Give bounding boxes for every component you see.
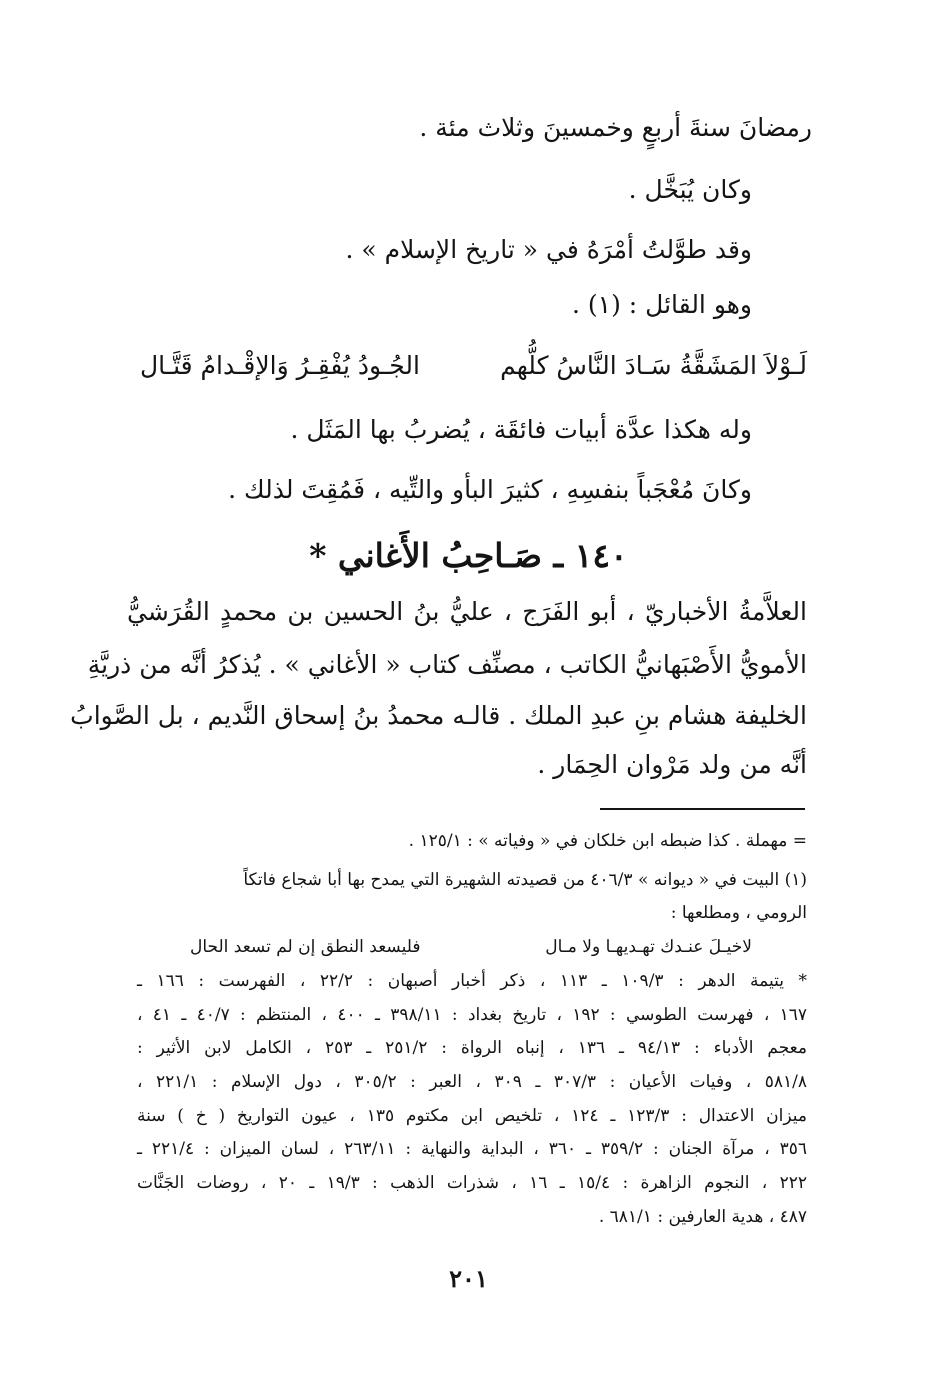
sources-line-8: ٤٨٧ ، هدية العارفين : ٦٨١/١ . [598,1207,807,1227]
entry-heading: ١٤٠ ـ صَـاحِبُ الأَغاني * [309,536,628,575]
verse-first-half: لَـوْلاَ المَشَقَّةُ سَـادَ النَّاسُ كلُّهم [500,351,807,380]
sources-line-2: ١٦٧ ، فهرست الطوسي : ١٩٢ ، تاريخ بغداد : ٣٩٨/١١ ـ ٤٠٠ ، المنتظم : ٤٠/٧ ـ ٤١ ، [137,1005,807,1025]
bio-line-4: أنَّه من ولد مَرْوان الحِمَار . [537,750,807,779]
sources-line-5: ميزان الاعتدال : ١٢٣/٣ ـ ١٢٤ ، تلخيص ابن مكتوم ١٣٥ ، عيون التواريخ ( خ ) سنة [137,1106,808,1126]
footnote-continuation: = مهملة . كذا ضبطه ابن خلكان في « وفياته » : ١٢٥/١ . [408,831,807,851]
sources-line-1: * يتيمة الدهر : ١٠٩/٣ ـ ١١٣ ، ذكر أخبار أصبهان : ٢٢/٢ ، الفهرست : ١٦٦ ـ [137,971,807,991]
body-line-6: وكانَ مُعْجَباً بنفسِهِ ، كثيرَ البأو والتِّيه ، فَمُقِتَ لذلك . [228,475,752,504]
bio-line-3: الخليفة هشام بنِ عبدِ الملك . قالـه محمدُ بنُ إسحاق النَّديم ، بل الصَّوابُ [70,701,807,730]
footnote-1-line-1: (١) البيت في « ديوانه » ٤٠٦/٣ من قصيدته الشهيرة التي يمدح بها أبا شجاع فاتكاً [243,870,807,890]
verse-second-half: الجُـودُ يُفْقِـرُ وَالإقْـدامُ قَتَّـال [140,351,420,380]
footnote-1-verse-second-half: فليسعد النطق إن لم تسعد الحال [190,937,421,957]
sources-line-4: ٥٨١/٨ ، وفيات الأعيان : ٣٠٧/٣ ـ ٣٠٩ ، العبر : ٣٠٥/٢ ، دول الإسلام : ٢٢١/١ ، [137,1072,808,1092]
footnote-separator [600,808,805,810]
body-line-3: وقد طوَّلتُ أمْرَهُ في « تاريخ الإسلام » . [345,235,752,264]
footnote-1-verse-first-half: لاخيـلَ عنـدك تهـديهـا ولا مـال [545,937,752,957]
bio-line-2: الأمويُّ الأَصْبَهانيُّ الكاتب ، مصنِّف كتاب « الأغاني » . يُذكرُ أنَّه من ذريَّةِ [87,650,807,679]
body-line-5: وله هكذا عدَّة أبيات فائقَة ، يُضربُ بها المَثَل . [290,415,752,444]
page-number: ٢٠١ [449,1264,488,1293]
sources-line-7: ٢٢٢ ، النجوم الزاهرة : ١٥/٤ ـ ١٦ ، شذرات الذهب : ١٩/٣ ـ ٢٠ ، روضات الجَنَّات [137,1173,807,1193]
body-line-4: وهو القائل : (١) . [572,290,752,319]
body-line-2: وكان يُبَخَّل . [628,175,752,204]
sources-line-3: معجم الأدباء : ٩٤/١٣ ـ ١٣٦ ، إنباه الرواة : ٢٥١/٢ ـ ٢٥٣ ، الكامل لابن الأثير : [137,1038,807,1058]
sources-line-6: ٣٥٦ ، مرآة الجنان : ٣٥٩/٢ ـ ٣٦٠ ، البداية والنهاية : ٢٦٣/١١ ، لسان الميزان : ٢٢١/٤ ـ [137,1139,807,1159]
bio-line-1: العلاَّمةُ الأخباريّ ، أبو الفَرَج ، عليُّ بنُ الحسين بن محمدٍ القُرَشيُّ [127,597,807,626]
footnote-1-line-2: الرومي ، ومطلعها : [670,903,807,923]
body-line-1: رمضانَ سنةَ أربعٍ وخمسينَ وثلاث مئة . [419,113,812,142]
